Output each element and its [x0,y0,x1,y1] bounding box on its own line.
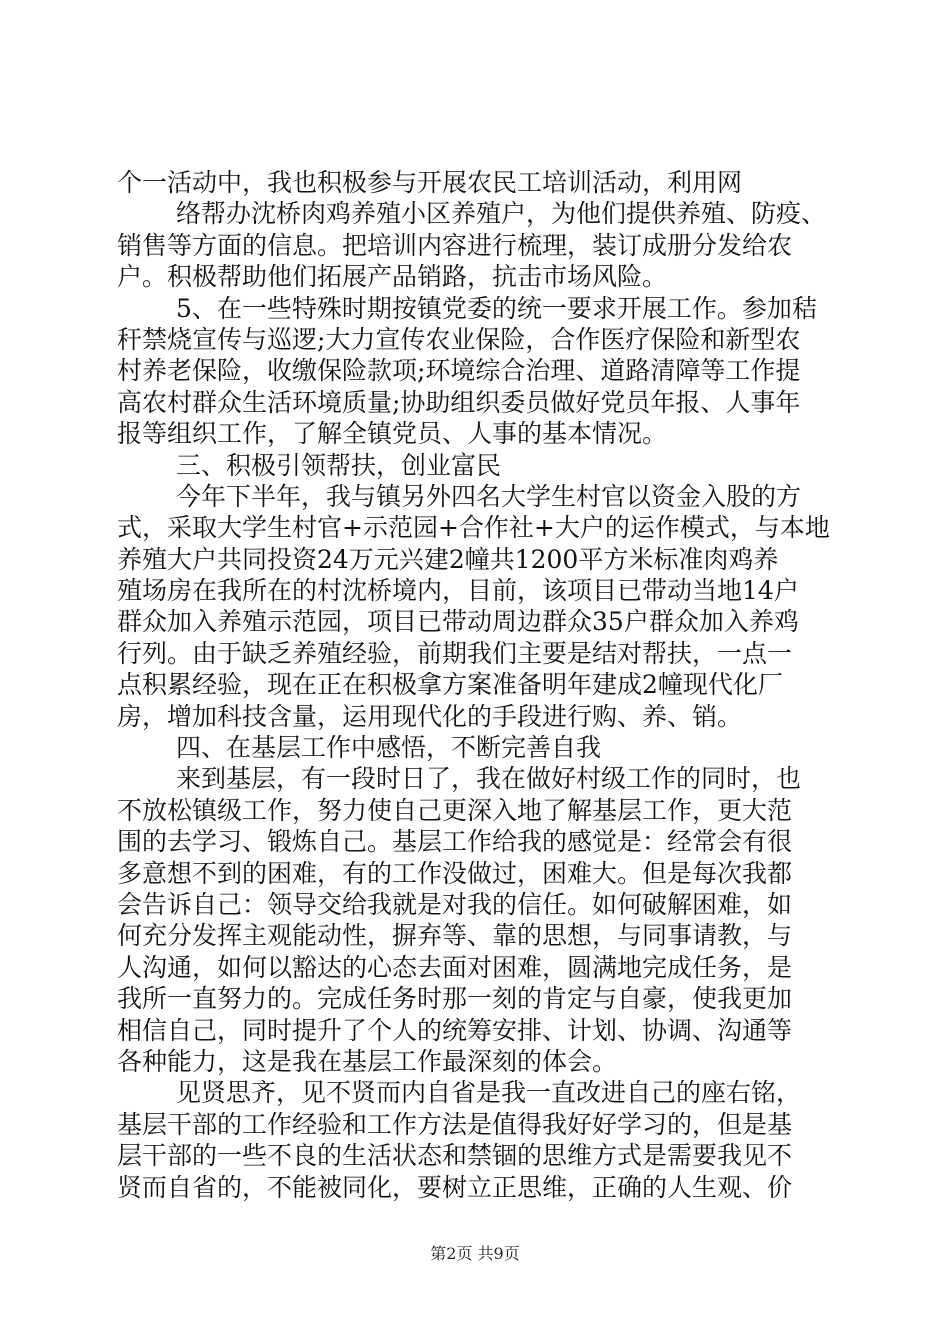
text-line: 报等组织工作，了解全镇党员、人事的基本情况。 [117,419,668,449]
text-line: 行列。由于缺乏养殖经验，前期我们主要是结对帮扶，一点一 [117,638,793,668]
text-line: 房，增加科技含量，运用现代化的手段进行购、养、销。 [117,701,743,731]
text-line: 见贤思齐，见不贤而内自省是我一直改进自己的座右铭， [176,1078,802,1108]
text-line: 秆禁烧宣传与巡逻;大力宣传农业保险，合作医疗保险和新型农 [117,324,801,354]
text-line: 来到基层，有一段时日了，我在做好村级工作的同时，也 [176,764,802,794]
text-line: 层干部的一些不良的生活状态和禁锢的思维方式是需要我见不 [117,1141,793,1171]
text-line: 基层干部的工作经验和工作方法是值得我好好学习的，但是基 [117,1109,793,1139]
text-line: 养殖大户共同投资24万元兴建2幢共1200平方米标准肉鸡养 [117,544,779,574]
text-line: 络帮办沈桥肉鸡养殖小区养殖户，为他们提供养殖、防疫、 [176,199,827,229]
text-line: 贤而自省的，不能被同化，要树立正思维，正确的人生观、价 [117,1172,793,1202]
text-line: 式，采取大学生村官+示范园+合作社+大户的运作模式，与本地 [117,513,830,543]
text-line: 销售等方面的信息。把培训内容进行梳理，装订成册分发给农 [117,230,793,260]
text-line: 三、积极引领帮扶，创业富民 [176,450,502,480]
text-line: 群众加入养殖示范园，项目已带动周边群众35户群众加入养鸡 [117,607,799,637]
text-line: 个一活动中，我也积极参与开展农民工培训活动，利用网 [117,168,743,197]
text-line: 四、在基层工作中感悟，不断完善自我 [176,733,602,763]
text-line: 不放松镇级工作，努力使自己更深入地了解基层工作，更大范 [117,795,793,825]
text-line: 我所一直努力的。完成任务时那一刻的肯定与自豪，使我更加 [117,984,793,1014]
text-line: 各种能力，这是我在基层工作最深刻的体会。 [117,1046,618,1076]
text-line: 点积累经验，现在正在积极拿方案准备明年建成2幢现代化厂 [117,670,783,700]
text-line: 多意想不到的困难，有的工作没做过，困难大。但是每次我都 [117,858,793,888]
text-line: 户。积极帮助他们拓展产品销路，抗击市场风险。 [117,262,668,292]
text-line: 5、在一些特殊时期按镇党委的统一要求开展工作。参加秸 [176,293,817,323]
text-line: 高农村群众生活环境质量;协助组织委员做好党员年报、人事年 [117,387,801,417]
document-body [117,167,837,1203]
text-line: 围的去学习、锻炼自己。基层工作给我的感觉是：经常会有很 [117,827,793,857]
text-line: 相信自己，同时提升了个人的统筹安排、计划、协调、沟通等 [117,1015,793,1045]
text-line: 今年下半年，我与镇另外四名大学生村官以资金入股的方 [176,481,802,511]
text-line: 村养老保险，收缴保险款项;环境综合治理、道路清障等工作提 [117,356,801,386]
text-line: 人沟通，如何以豁达的心态去面对困难，圆满地完成任务，是 [117,952,793,982]
text-line: 殖场房在我所在的村沈桥境内，目前，该项目已带动当地14户 [117,576,799,606]
text-line: 何充分发挥主观能动性，摒弃等、靠的思想，与同事请教，与 [117,921,793,951]
text-line: 会告诉自己：领导交给我就是对我的信任。如何破解困难，如 [117,889,793,919]
page-number-footer: 第2页 共9页 [430,1244,520,1263]
